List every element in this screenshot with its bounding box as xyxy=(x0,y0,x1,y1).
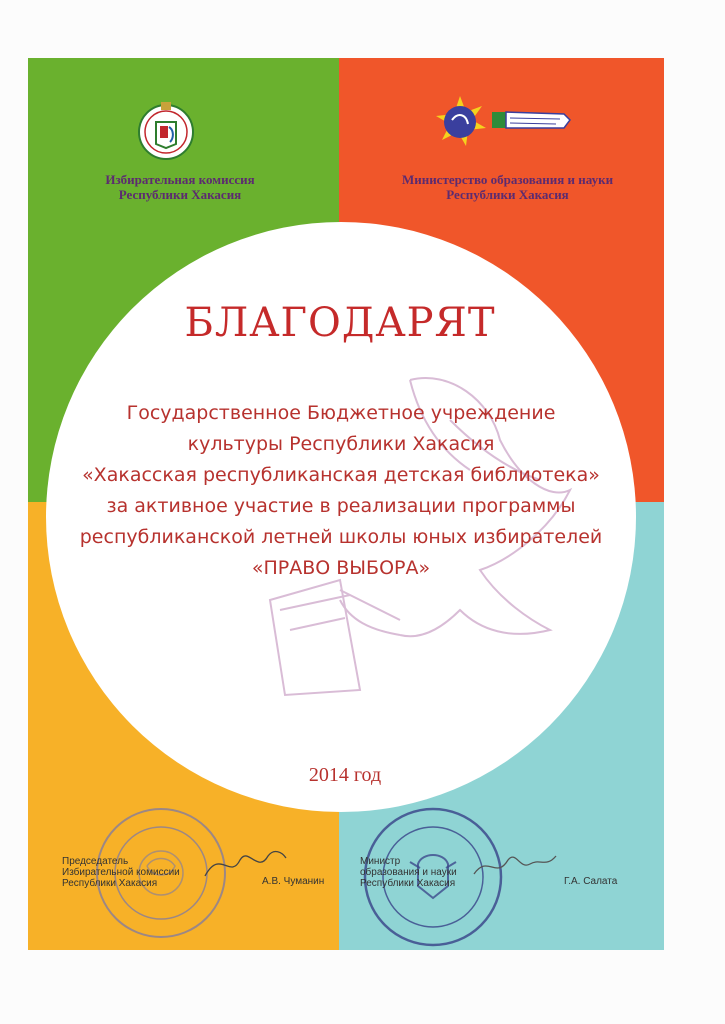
election-commission-name xyxy=(70,172,290,202)
sig-title-line: Республики Хакасия xyxy=(62,878,158,889)
left-signatory-title xyxy=(62,856,192,889)
right-signature-icon xyxy=(470,840,560,890)
ministry-logo-icon xyxy=(436,94,576,156)
headline: БЛАГОДАРЯТ xyxy=(184,300,496,346)
sig-title-line: Избирательной комиссии xyxy=(62,867,180,878)
sig-title-line: образования и науки xyxy=(360,867,457,878)
body-line: «ПРАВО ВЫБОРА» xyxy=(251,557,431,579)
sig-title-line: Министр xyxy=(360,856,401,867)
right-signatory-name: Г.А. Салата xyxy=(564,876,618,887)
sig-title-line: Председатель xyxy=(62,856,129,867)
org-left-line2: Республики Хакасия xyxy=(118,187,242,202)
right-signatory-title xyxy=(360,856,480,889)
year: 2014 год xyxy=(308,764,382,786)
org-left-line1: Избирательная комиссия xyxy=(105,172,255,187)
org-right-line2: Республики Хакасия xyxy=(446,187,569,202)
certificate-text xyxy=(56,398,626,584)
body-line: культуры Республики Хакасия xyxy=(187,433,495,455)
body-line: Государственное Бюджетное учреждение xyxy=(126,402,556,424)
ministry-name xyxy=(375,172,640,202)
body-line: за активное участие в реализации программы xyxy=(106,495,576,517)
body-line: «Хакасская республиканская детская библиотека» xyxy=(82,464,600,486)
org-right-line1: Министерство образования и науки xyxy=(401,172,614,187)
election-commission-logo-icon xyxy=(130,96,202,160)
sig-title-line: Республики Хакасия xyxy=(360,878,456,889)
left-signatory-name: А.В. Чуманин xyxy=(262,876,325,887)
body-line: республиканской летней школы юных избирателей xyxy=(79,526,603,548)
